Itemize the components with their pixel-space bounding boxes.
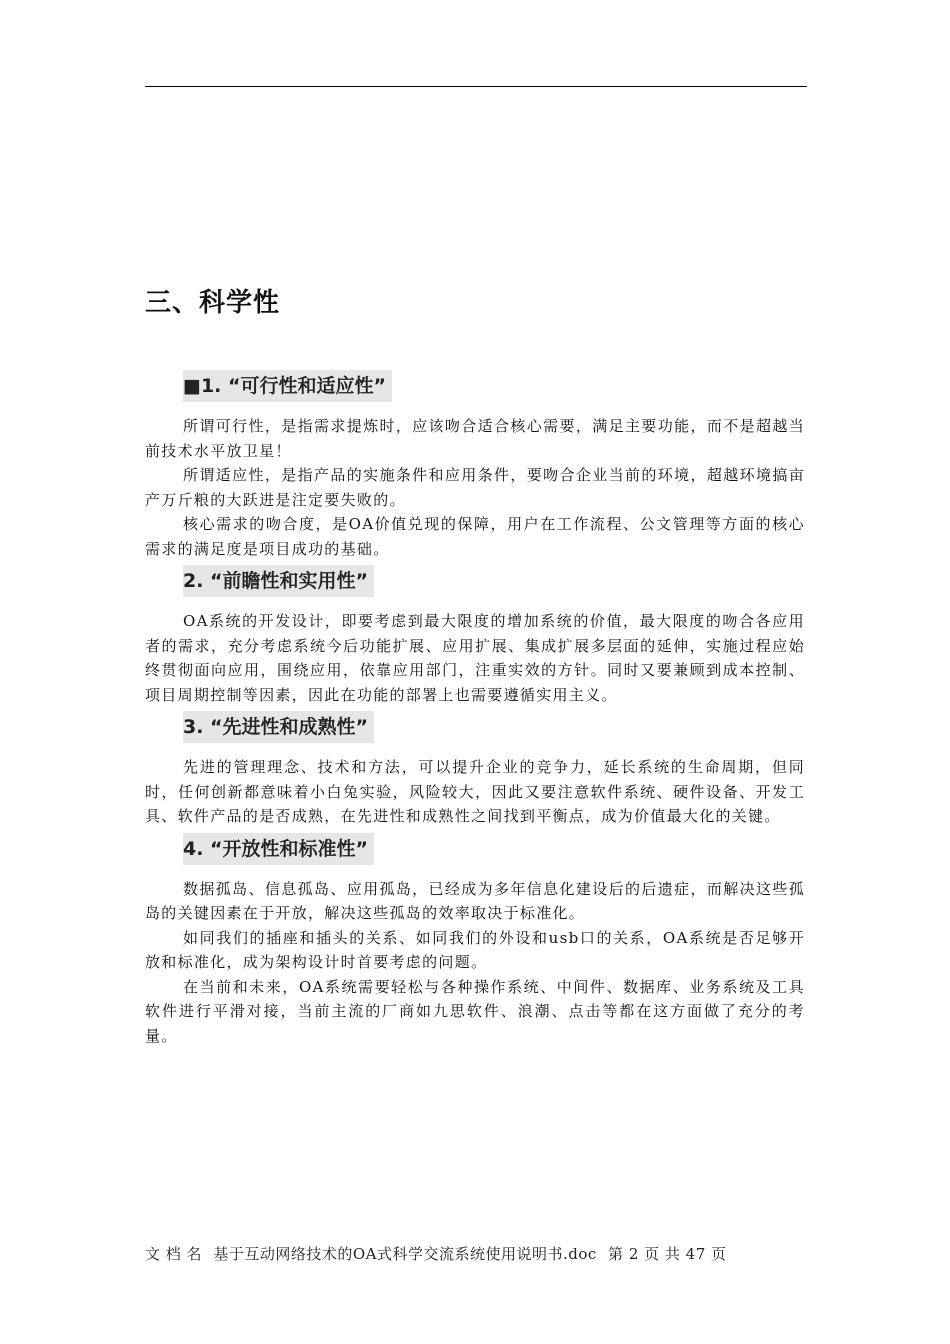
- page-footer: [145, 1243, 733, 1264]
- paragraph: 在当前和未来，OA系统需要轻松与各种操作系统、中间件、数据库、业务系统及工具软件进行平滑对接，当前主流的厂商如九思软件、浪潮、点击等都在这方面做了充分的考量。: [145, 977, 805, 1045]
- paragraph: 如同我们的插座和插头的关系、如同我们的外设和usb口的关系，OA系统是否足够开放和标准化，成为架构设计时首要考虑的问题。: [145, 928, 805, 971]
- document-body: [145, 366, 805, 1052]
- paragraph: 核心需求的吻合度，是OA价值兑现的保障，用户在工作流程、公文管理等方面的核心需求的满足度是项目成功的基础。: [145, 515, 805, 558]
- subsection-heading: 4. “开放性和标准性”: [183, 833, 374, 865]
- footer-page-info: 第 2 页 共 47 页: [608, 1245, 727, 1263]
- subsection-heading: ■1. “可行性和适应性”: [183, 370, 392, 402]
- header-rule: [145, 86, 807, 87]
- paragraph: 数据孤岛、信息孤岛、应用孤岛，已经成为多年信息化建设后的后遗症，而解决这些孤岛的关键因素在于开放，解决这些孤岛的效率取决于标准化。: [145, 879, 805, 922]
- subsection-3: [145, 711, 805, 829]
- subsection-heading: 3. “先进性和成熟性”: [183, 711, 374, 743]
- paragraph: 所谓适应性，是指产品的实施条件和应用条件，要吻合企业当前的环境，超越环境搞亩产万斤粮的大跃进是注定要失败的。: [145, 466, 805, 509]
- section-title: 三、科学性: [145, 288, 281, 318]
- paragraph: OA系统的开发设计，即要考虑到最大限度的增加系统的价值，最大限度的吻合各应用者的需求，充分考虑系统今后功能扩展、应用扩展、集成扩展多层面的延伸，实施过程应始终贯彻面向应用，围绕应用，依靠应用部门，注重实效的方针。同时又要兼顾到成本控制、项目周期控制等因素，因此在功能的部署上也需要遵循实用主义。: [145, 612, 805, 704]
- subsection-2: [145, 565, 805, 707]
- footer-doc-name: 基于互动网络技术的OA式科学交流系统使用说明书.doc: [213, 1245, 597, 1263]
- footer-label: 文 档 名: [145, 1245, 203, 1263]
- subsection-heading: 2. “前瞻性和实用性”: [183, 565, 374, 597]
- paragraph: 先进的管理理念、技术和方法，可以提升企业的竞争力，延长系统的生命周期，但同时，任何创新都意味着小白兔实验，风险较大，因此又要注意软件系统、硬件设备、开发工具、软件产品的是否成熟，在先进性和成熟性之间找到平衡点，成为价值最大化的关键。: [145, 758, 805, 825]
- paragraph: 所谓可行性，是指需求提炼时，应该吻合适合核心需要，满足主要功能，而不是超越当前技术水平放卫星！: [145, 417, 805, 460]
- subsection-1: [145, 370, 805, 561]
- subsection-4: [145, 833, 805, 1049]
